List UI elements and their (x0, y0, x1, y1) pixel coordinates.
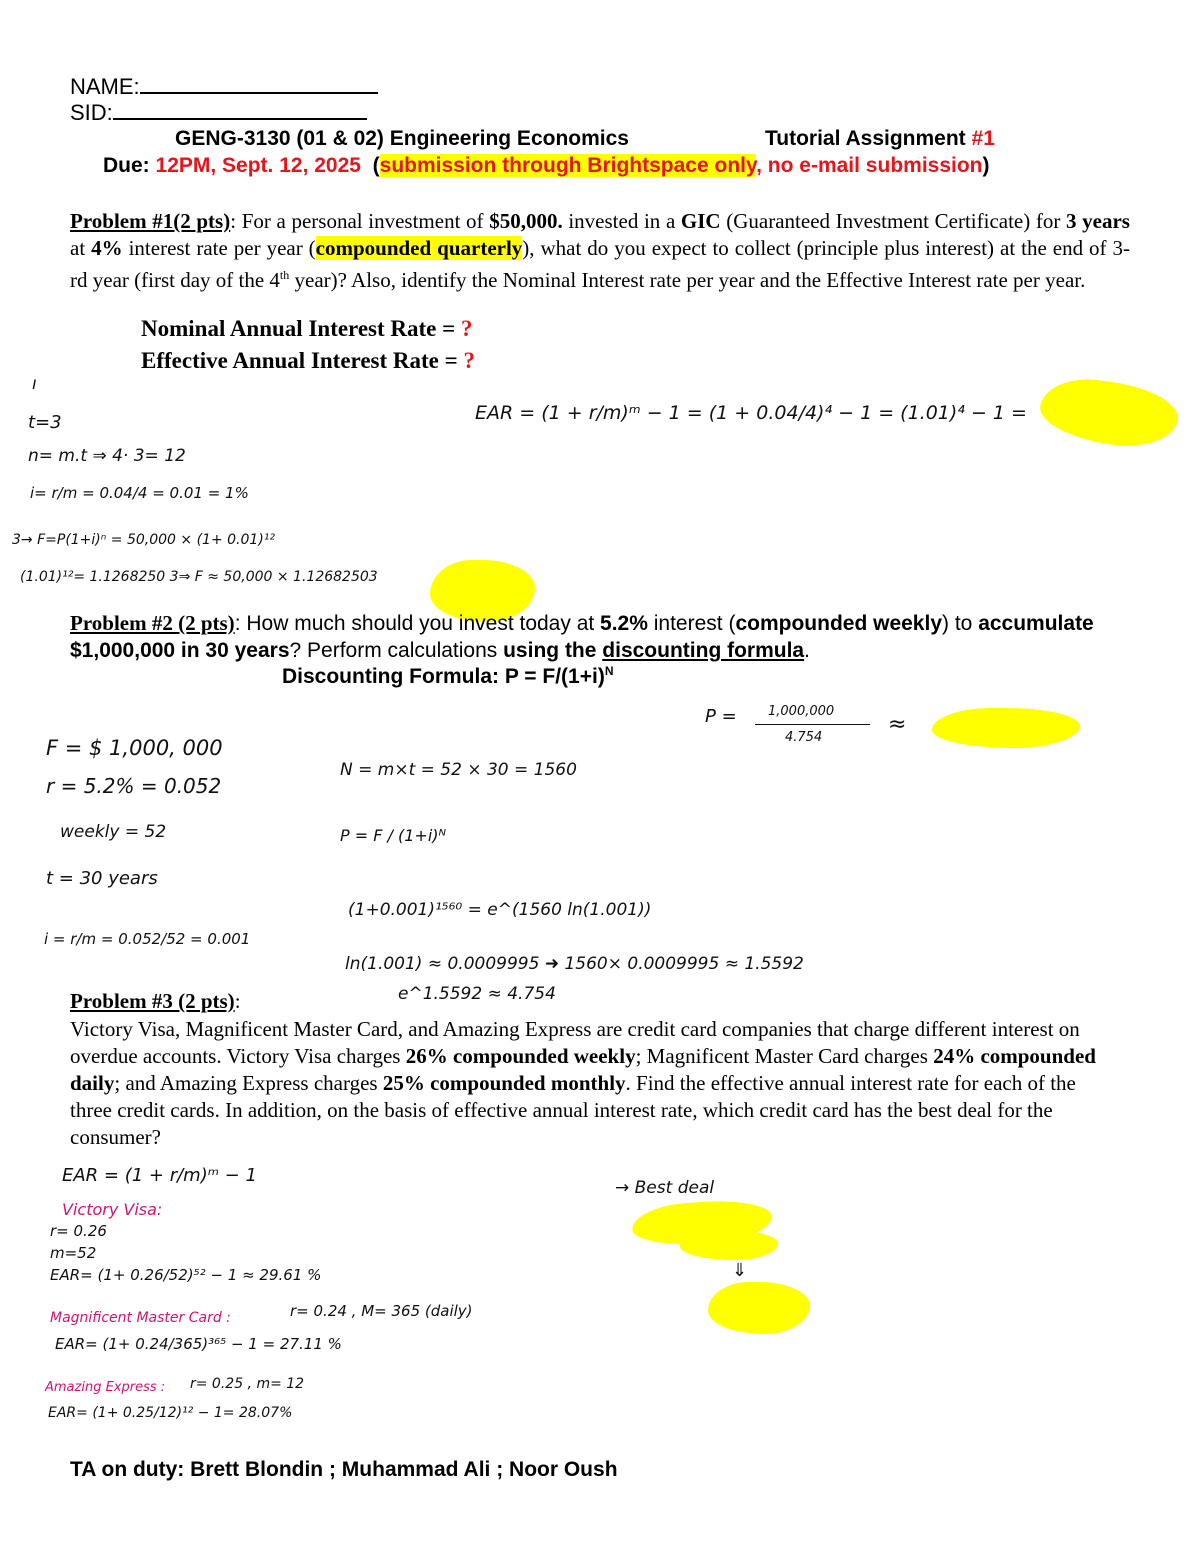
hw-p3-vv-label: Victory Visa: (62, 1200, 163, 1219)
p2-t1: : How much should you invest today at (234, 612, 601, 635)
hw-p2-frac-line (755, 724, 870, 725)
p2-formula-link: discounting formula (602, 639, 805, 662)
hw-p1-n: n= m.t ⇒ 4· 3= 12 (28, 446, 186, 466)
p1-years: 3 years (1066, 209, 1130, 233)
hw-p3-mm-label: Magnificent Master Card : (50, 1310, 231, 1326)
due-line (103, 154, 990, 178)
hw-p2-t: t = 30 years (46, 868, 158, 889)
hw-p2-i: i = r/m = 0.052/52 = 0.001 (44, 930, 251, 948)
hw-p2-n: N = m×t = 52 × 30 = 1560 (340, 760, 577, 780)
hw-p2-p-prefix: P = (705, 706, 737, 727)
hw-p2-ln: ln(1.001) ≈ 0.0009995 ➜ 1560× 0.0009995 ≈ 1.5592 (345, 954, 804, 974)
assignment-label: Tutorial Assignment (765, 127, 972, 150)
hw-p1-f: 3→ F=P(1+i)ⁿ = 50,000 × (1+ 0.01)¹² (12, 532, 276, 548)
assignment-title (765, 127, 995, 151)
p3-r3: 25% compounded monthly (382, 1071, 626, 1095)
p1-gic: GIC (680, 209, 721, 233)
sid-blank[interactable] (113, 98, 367, 120)
submission-note: submission through Brightspace only (379, 154, 757, 177)
submission-rest: , no e-mail submission (756, 154, 983, 177)
hw-p3-ae-vals: r= 0.25 , m= 12 (190, 1376, 305, 1392)
hw-p3-mm-vals: r= 0.24 , M= 365 (daily) (290, 1302, 473, 1320)
sid-label: SID: (70, 100, 113, 125)
course-title (175, 127, 629, 151)
p2-t5: . (804, 639, 810, 662)
p1-t7: year)? Also, identify the Nominal Interest rate per year and the Effective Interest rate per year. (289, 268, 1086, 292)
hw-p2-weekly: weekly = 52 (60, 822, 167, 842)
p1-t5: interest rate per year ( (122, 236, 316, 260)
p1-rate: 4% (91, 236, 123, 260)
due-label: Due: (103, 154, 150, 177)
name-line (70, 72, 378, 100)
hw-p3-arrow: ⇓ (732, 1260, 748, 1281)
p1-t4: at (70, 236, 92, 260)
p3-t1: Victory Visa, Magnificent Master Card, and Amazing Express are credit card companies that charge different interest on overdue accounts. Victory Visa charges (70, 1017, 1080, 1068)
sid-line (70, 98, 367, 126)
due-date: 12PM, Sept. 12, 2025 (155, 154, 361, 177)
formula-label: Discounting Formula: P = F/(1+i) (282, 665, 605, 688)
p3-r2: 24% compounded daily (70, 1044, 1096, 1095)
p2-using: using the (503, 639, 603, 662)
hw-p3-ear: EAR = (1 + r/m)ᵐ − 1 (62, 1165, 257, 1186)
problem1-text (70, 208, 1130, 294)
p1-t2: invested in a (562, 209, 681, 233)
p1-t3: (Guaranteed Investment Certificate) for (720, 209, 1067, 233)
problem2-title: Problem #2 (2 pts) (70, 611, 235, 635)
nominal-label: Nominal Annual Interest Rate = (141, 316, 462, 341)
assignment-number: #1 (971, 127, 995, 150)
hw-p2-p-bot: 4.754 (785, 730, 823, 745)
p2-t2: interest ( (647, 612, 736, 635)
p3-t3: ; and Amazing Express charges (114, 1071, 383, 1095)
p1-t1: : For a personal investment of (230, 209, 490, 233)
nominal-rate-line (141, 316, 473, 342)
ta-label: TA on duty: (70, 1458, 185, 1481)
hw-p2-p-top: 1,000,000 (768, 704, 835, 719)
nominal-q: ? (461, 316, 473, 341)
hw-p2-r: r = 5.2% = 0.052 (46, 774, 222, 798)
hw-p2-e: e^1.5592 ≈ 4.754 (398, 984, 556, 1004)
p1-amount: $50,000. (489, 209, 563, 233)
hw-p2-approx: ≈ (888, 712, 907, 737)
paren-close: ) (982, 154, 990, 177)
p1-compounding: compounded quarterly (315, 236, 523, 260)
paren-open: ( (372, 154, 380, 177)
highlight-blob-p3-b (680, 1230, 778, 1260)
p3-r1: 26% compounded weekly (405, 1044, 636, 1068)
p3-colon: : (234, 989, 241, 1013)
hw-p3-mm-ear: EAR= (1+ 0.24/365)³⁶⁵ − 1 = 27.11 % (55, 1335, 342, 1353)
hw-p2-f: F = $ 1,000, 000 (46, 736, 223, 760)
hw-p1-g: (1.01)¹²= 1.1268250 3⇒ F ≈ 50,000 × 1.12682503 (20, 569, 378, 585)
problem3-title-line (70, 989, 241, 1014)
hw-p1-ear: EAR = (1 + r/m)ᵐ − 1 = (1 + 0.04/4)⁴ − 1 = (1.01)⁴ − 1 = (475, 402, 1027, 424)
hw-p3-vv-r: r= 0.26 (50, 1222, 107, 1240)
name-blank[interactable] (140, 72, 378, 94)
problem3-title: Problem #3 (2 pts) (70, 989, 235, 1013)
hw-p1-t: t=3 (28, 412, 62, 433)
problem3-text (70, 1016, 1115, 1151)
highlight-blob-p3-c (708, 1282, 810, 1334)
effective-q: ? (463, 348, 475, 373)
problem2-text (70, 610, 1130, 664)
p3-t4: . Find the effective annual interest rate for each of the three credit cards. In addition, on the basis of effective annual interest rate, which credit card has the best deal for the consumer? (70, 1071, 1076, 1149)
discounting-formula (282, 664, 614, 689)
p2-rate: 5.2% (600, 612, 648, 635)
course-name: GENG-3130 (01 & 02) Engineering Economics (175, 127, 629, 150)
p2-t3: ) to (942, 612, 979, 635)
p2-t4: ? Perform calculations (289, 639, 504, 662)
hw-p3-ae-ear: EAR= (1+ 0.25/12)¹² − 1= 28.07% (48, 1405, 293, 1421)
hw-p2-pf: P = F / (1+i)ᴺ (340, 826, 447, 845)
p3-t2: ; Magnificent Master Card charges (635, 1044, 934, 1068)
hw-p3-ae-label: Amazing Express : (45, 1380, 166, 1395)
p1-sup: th (279, 268, 290, 282)
p2-goal: accumulate $1,000,000 in 30 years (70, 612, 1094, 662)
formula-sup: N (604, 664, 614, 678)
effective-rate-line (141, 348, 475, 374)
name-label: NAME: (70, 74, 140, 99)
hw-p1-i: i= r/m = 0.04/4 = 0.01 = 1% (30, 484, 249, 502)
hw-p3-best: → Best deal (615, 1178, 715, 1198)
hw-p3-vv-ear: EAR= (1+ 0.26/52)⁵² − 1 ≈ 29.61 % (50, 1266, 322, 1284)
p1-t6: ), what do you expect to collect (principle plus interest) at the end of 3-rd year (first day of the 4 (70, 236, 1130, 292)
highlight-blob-p1-ear (1036, 373, 1181, 454)
problem1-title: Problem #1(2 pts) (70, 209, 231, 233)
ta-names: Brett Blondin ; Muhammad Ali ; Noor Oush (184, 1458, 618, 1481)
effective-label: Effective Annual Interest Rate = (141, 348, 464, 373)
hw-p2-exp: (1+0.001)¹⁵⁶⁰ = e^(1560 ln(1.001)) (348, 900, 652, 920)
hw-p1-tick: ı (32, 374, 37, 394)
highlight-blob-p2 (932, 708, 1080, 748)
p2-compounding: compounded weekly (735, 612, 942, 635)
ta-on-duty (70, 1458, 618, 1482)
hw-p3-vv-m: m=52 (50, 1244, 97, 1262)
